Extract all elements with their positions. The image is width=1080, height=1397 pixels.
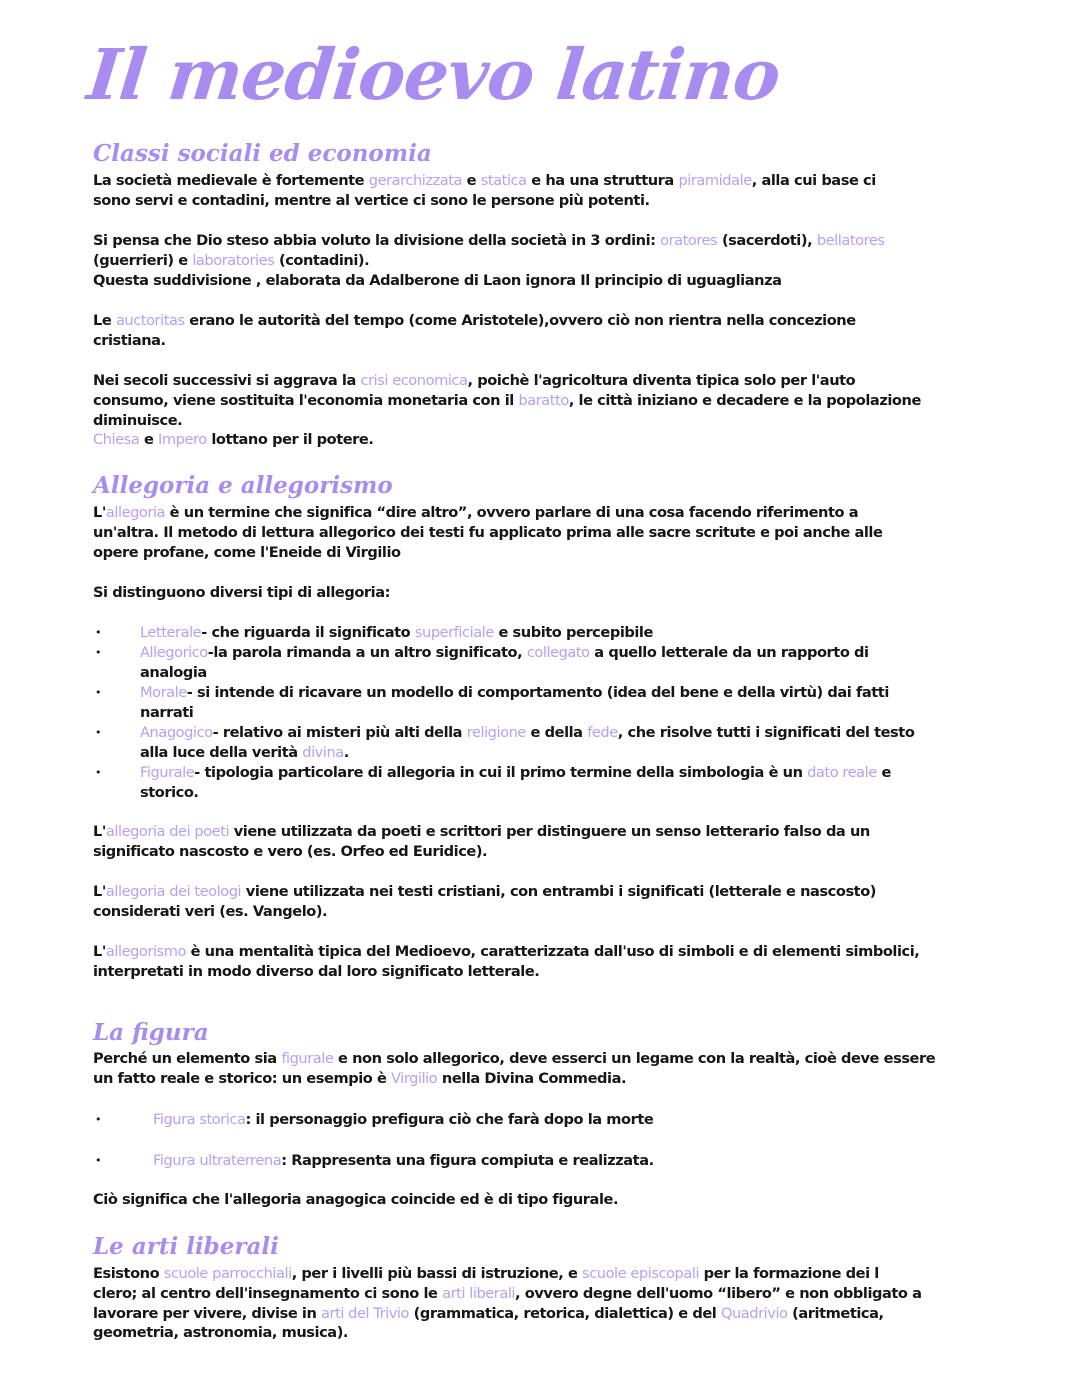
list-item-figura-ultraterrena: Figura ultraterrena: Rappresenta una figura compiuta e realizzata. xyxy=(153,1152,654,1169)
list-item-letterale: Letterale- che riguarda il significato superficiale e subito percepibile xyxy=(140,624,653,641)
paragraph-figurale: Perché un elemento sia figurale e non solo allegorico, deve esserci un legame con la realtà, cioè deve essere un fatto reale e storico: un esempio è Virgilio nella Divina Commedia. xyxy=(93,1050,936,1087)
paragraph-allegoria-teologi: L'allegoria dei teologi viene utilizzata nei testi cristiani, con entrambi i significati (letterale e nascosto) considerati veri (es. Vangelo). xyxy=(93,883,876,920)
bullet-dot: • xyxy=(95,1113,102,1126)
bullet-dot: • xyxy=(95,766,102,779)
paragraph-ordini: Si pensa che Dio steso abbia voluto la divisione della società in 3 ordini: oratores (sacerdoti), bellatores (guerrieri) e laboratories (contadini). Questa suddivisione , elaborata da Adalberone di Laon ignora Il principio di uguaglianza xyxy=(93,232,885,289)
heading-allegoria: Allegoria e allegorismo xyxy=(93,472,393,499)
heading-figura: La figura xyxy=(93,1019,209,1046)
paragraph-tipi-allegoria: Si distinguono diversi tipi di allegoria: xyxy=(93,584,390,601)
paragraph-allegoria-def: L'allegoria è un termine che significa “dire altro”, ovvero parlare di una cosa facendo riferimento a un'altra. Il metodo di lettura allegorico dei testi fu applicato prima alle sacre scritute e poi anche alle opere profane, come l'Eneide di Virgilio xyxy=(93,504,883,561)
page-title: Il medioevo latino xyxy=(83,33,784,116)
list-item-allegorico: Allegorico-la parola rimanda a un altro significato, collegato a quello letterale da un rapporto di analogia xyxy=(140,644,869,681)
list-item-morale: Morale- si intende di ricavare un modello di comportamento (idea del bene e della virtù) dai fatti narrati xyxy=(140,684,889,721)
bullet-dot: • xyxy=(95,626,102,639)
paragraph-crisi: Nei secoli successivi si aggrava la crisi economica, poichè l'agricoltura diventa tipica solo per l'auto consumo, viene sostituita l'economia monetaria con il baratto, le città iniziano e decadere e la popolazione diminuisce. Chiesa e Impero lottano per il potere. xyxy=(93,372,921,449)
list-item-anagogico: Anagogico- relativo ai misteri più alti della religione e della fede, che risolve tutti i significati del testo alla luce della verità divina. xyxy=(140,724,915,761)
bullet-dot: • xyxy=(95,1154,102,1167)
list-item-figura-storica: Figura storica: il personaggio prefigura ciò che farà dopo la morte xyxy=(153,1111,654,1128)
bullet-dot: • xyxy=(95,646,102,659)
bullet-dot: • xyxy=(95,726,102,739)
bullet-dot: • xyxy=(95,686,102,699)
heading-arti-liberali: Le arti liberali xyxy=(93,1233,279,1260)
paragraph-allegoria-poeti: L'allegoria dei poeti viene utilizzata da poeti e scrittori per distinguere un senso letterario falso da un significato nascosto e vero (es. Orfeo ed Euridice). xyxy=(93,823,870,860)
paragraph-scuole: Esistono scuole parrocchiali, per i livelli più bassi di istruzione, e scuole episcopali per la formazione dei l clero; al centro dell'insegnamento ci sono le arti liberali, ovvero degne dell'uomo “libero” e non obbligato a lavorare per vivere, divise in arti del Trivio (grammatica, retorica, dialettica) e del Quadrivio (aritmetica, geometria, astronomia, musica). xyxy=(93,1265,922,1342)
paragraph-allegorismo: L'allegorismo è una mentalità tipica del Medioevo, caratterizzata dall'uso di simboli e di elementi simbolici, interpretati in modo diverso dal loro significato letterale. xyxy=(93,943,920,980)
paragraph-societa: La società medievale è fortemente gerarchizzata e statica e ha una struttura piramidale, alla cui base ci sono servi e contadini, mentre al vertice ci sono le persone più potenti. xyxy=(93,172,876,209)
paragraph-anagogica: Ciò significa che l'allegoria anagogica coincide ed è di tipo figurale. xyxy=(93,1191,619,1208)
paragraph-auctoritas: Le auctoritas erano le autorità del tempo (come Aristotele),ovvero ciò non rientra nella concezione cristiana. xyxy=(93,312,856,349)
heading-classi-sociali: Classi sociali ed economia xyxy=(93,140,432,167)
list-item-figurale: Figurale- tipologia particolare di allegoria in cui il primo termine della simbologia è un dato reale e storico. xyxy=(140,764,891,801)
